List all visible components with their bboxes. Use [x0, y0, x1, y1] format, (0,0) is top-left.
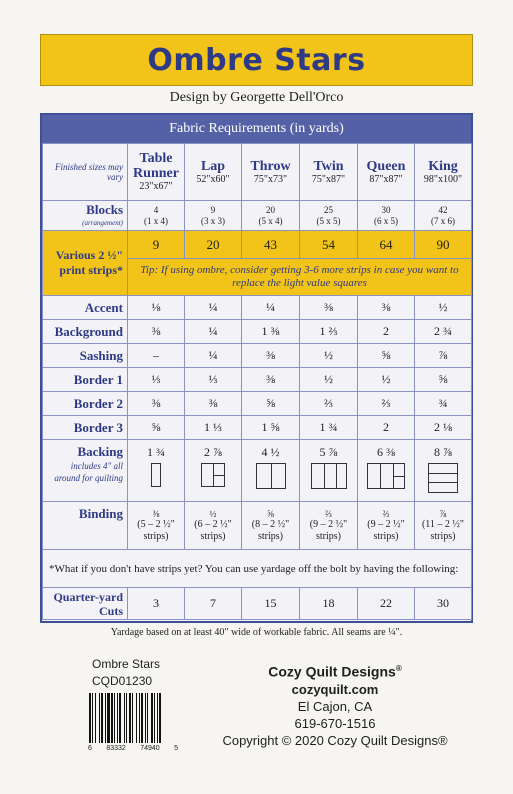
- fabric-label: Border 3: [43, 416, 128, 440]
- block-arrangement: (5 x 5): [316, 215, 341, 226]
- yardage-value: 2 ⅞: [204, 445, 222, 459]
- fabric-row-sashing: [43, 344, 472, 368]
- fabric-label: Accent: [43, 296, 128, 320]
- binding-suffix: strips): [258, 530, 283, 542]
- blocks-label: Blocks: [86, 202, 123, 217]
- yardage-value: 5 ⅞: [319, 445, 338, 459]
- yardage-value: 1 ⅓: [185, 416, 242, 440]
- backing-layout-diagram: [311, 463, 347, 489]
- quarter-yard-count: 15: [242, 588, 300, 620]
- yardage-value: ⅛: [128, 296, 185, 320]
- backing-layout-diagram: [201, 463, 225, 487]
- barcode-image: [88, 693, 178, 743]
- yardage-value: ⅔: [300, 392, 358, 416]
- quarter-yard-count: 7: [185, 588, 242, 620]
- yardage-value: ¼: [185, 344, 242, 368]
- size-cell: [415, 144, 472, 201]
- yardage-value: ⅓: [128, 368, 185, 392]
- strip-count: 20: [185, 231, 242, 259]
- registered-mark: ®: [395, 664, 402, 673]
- fabric-row-border-2: [43, 392, 472, 416]
- yardage-value: 1 ¾: [300, 416, 358, 440]
- binding-suffix: strips): [373, 530, 399, 542]
- barcode-digit-group: 83332: [106, 745, 126, 752]
- yardage-value: ¼: [185, 296, 242, 320]
- panel-header: Fabric Requirements (in yards): [42, 115, 471, 143]
- yardage-value: 8 ⅞: [434, 445, 452, 459]
- yardage-value: ¼: [242, 296, 300, 320]
- size-dims: 75"x73": [253, 173, 288, 185]
- product-info: [92, 656, 160, 690]
- barcode-digit-group: 5: [174, 745, 178, 752]
- quarter-yard-label: Quarter-yard Cuts: [43, 588, 128, 620]
- binding-cell: [242, 502, 300, 550]
- strip-count: 9: [128, 231, 185, 259]
- yardage-note-row: [43, 550, 472, 588]
- size-name: Table Runner: [133, 151, 179, 181]
- block-count: 20: [266, 204, 275, 215]
- yardage-value: 6 ⅜: [377, 445, 395, 459]
- size-cell: [242, 144, 300, 201]
- yardage-value: ⅞: [415, 344, 472, 368]
- yardage-value: –: [128, 344, 185, 368]
- yardage-value: 2 ⅛: [415, 416, 472, 440]
- backing-label: Backing: [77, 444, 123, 459]
- block-count: 30: [381, 204, 391, 215]
- binding-suffix: strips): [143, 530, 169, 542]
- strip-count: 64: [358, 231, 415, 259]
- backing-layout-diagram: [151, 463, 161, 487]
- yardage-note: *What if you don't have strips yet? You can use yardage off the bolt by having the following:: [43, 550, 472, 588]
- binding-cell: [300, 502, 358, 550]
- company-website[interactable]: cozyquilt.com: [291, 681, 379, 697]
- binding-strips: (5 – 2 ½": [137, 518, 175, 530]
- strip-count: 54: [300, 231, 358, 259]
- blocks-cell: [358, 201, 415, 231]
- binding-suffix: strips): [316, 530, 341, 542]
- copyright-notice: Copyright © 2020 Cozy Quilt Designs®: [222, 732, 448, 748]
- backing-layout-diagram: [256, 463, 286, 489]
- yardage-value: 2: [358, 416, 415, 440]
- yardage-value: 2: [358, 320, 415, 344]
- size-cell: [300, 144, 358, 201]
- size-name: Throw: [250, 158, 291, 174]
- yardage-value: ⅜: [358, 296, 415, 320]
- company-name-line: [200, 660, 470, 681]
- fabric-row-accent: [43, 296, 472, 320]
- yardage-value: ¼: [185, 320, 242, 344]
- binding-strips: (9 – 2 ½": [309, 518, 348, 530]
- company-phone: 619-670-1516: [294, 715, 376, 731]
- binding-yardage: ⅜: [152, 508, 160, 519]
- blocks-cell: [128, 201, 185, 231]
- backing-layout-diagram: [428, 463, 458, 493]
- size-dims: 98"x100": [423, 173, 463, 185]
- backing-cell: [185, 440, 242, 502]
- fabric-label: Binding: [43, 502, 128, 550]
- block-count: 25: [324, 204, 333, 215]
- backing-cell: [415, 440, 472, 502]
- quarter-yard-row: [43, 588, 472, 620]
- size-name: Lap: [200, 158, 226, 174]
- yardage-value: ½: [358, 368, 415, 392]
- fabric-row-border-3: [43, 416, 472, 440]
- binding-strips: (11 – 2 ½": [421, 518, 465, 530]
- barcode-digit-group: 74940: [140, 745, 160, 752]
- backing-label-cell: [43, 440, 128, 502]
- block-count: 4: [153, 204, 159, 215]
- requirements-table: [42, 143, 472, 620]
- yardage-value: 1 ⅝: [242, 416, 300, 440]
- backing-row: [43, 440, 472, 502]
- quarter-yard-count: 22: [358, 588, 415, 620]
- yardage-value: ⅜: [185, 392, 242, 416]
- fabric-label: Sashing: [43, 344, 128, 368]
- block-arrangement: (7 x 6): [431, 215, 455, 226]
- size-dims: 23"x67": [139, 181, 173, 192]
- block-count: 42: [438, 204, 448, 215]
- yardage-value: ½: [300, 368, 358, 392]
- blocks-cell: [300, 201, 358, 231]
- quarter-yard-count: 3: [128, 588, 185, 620]
- binding-strips: (6 – 2 ½": [194, 518, 232, 530]
- yardage-value: ⅜: [128, 320, 185, 344]
- block-arrangement: (6 x 5): [374, 215, 398, 226]
- block-arrangement: (5 x 4): [258, 215, 283, 226]
- fabric-label: Border 1: [43, 368, 128, 392]
- binding-cell: [415, 502, 472, 550]
- product-name: Ombre Stars: [92, 657, 161, 671]
- yardage-value: ½: [415, 296, 472, 320]
- backing-note: includes 4" all around for quilting: [54, 461, 123, 483]
- barcode-digits: [88, 745, 178, 752]
- yardage-value: ½: [300, 344, 358, 368]
- various-strips-label: Various 2 ½" print strips*: [43, 231, 128, 296]
- block-count: 9: [210, 204, 216, 215]
- yardage-value: ⅜: [242, 344, 300, 368]
- strip-count: 43: [242, 231, 300, 259]
- designer-byline: Design by Georgette Dell'Orco: [169, 90, 344, 105]
- yardage-value: ⅓: [185, 368, 242, 392]
- binding-yardage: ½: [209, 508, 217, 519]
- yardage-value: 1 ¾: [147, 445, 165, 459]
- backing-cell: [358, 440, 415, 502]
- yardage-value: ⅔: [358, 392, 415, 416]
- backing-cell: [242, 440, 300, 502]
- size-name: Twin: [313, 158, 344, 174]
- fabric-row-background: [43, 320, 472, 344]
- blocks-cell: [185, 201, 242, 231]
- size-cell: [358, 144, 415, 201]
- binding-cell: [185, 502, 242, 550]
- yardage-value: ¾: [415, 392, 472, 416]
- yardage-footnote: Yardage based on at least 40" wide of workable fabric. All seams are ¼".: [110, 627, 403, 638]
- size-dims: 52"x60": [196, 173, 230, 185]
- title-banner: [40, 34, 473, 86]
- yardage-value: 2 ¾: [415, 320, 472, 344]
- pattern-title: Ombre Stars: [147, 42, 366, 78]
- binding-yardage: ⅞: [439, 508, 447, 519]
- size-dims: 87"x87": [369, 173, 403, 185]
- binding-cell: [358, 502, 415, 550]
- binding-strips: (8 – 2 ½": [251, 518, 290, 530]
- yardage-value: 1 ⅔: [300, 320, 358, 344]
- fabric-label: Background: [43, 320, 128, 344]
- sizes-row: [43, 144, 472, 201]
- company-city: El Cajon, CA: [297, 698, 373, 714]
- binding-yardage: ⅝: [267, 508, 274, 519]
- binding-cell: [128, 502, 185, 550]
- company-name: Cozy Quilt Designs: [268, 663, 396, 680]
- block-arrangement: (3 x 3): [201, 215, 225, 226]
- product-code: CQD01230: [92, 674, 153, 688]
- barcode-digit-group: 6: [88, 745, 92, 752]
- blocks-cell: [242, 201, 300, 231]
- backing-cell: [128, 440, 185, 502]
- company-info: [200, 660, 470, 749]
- block-arrangement: (1 x 4): [144, 215, 168, 226]
- size-dims: 75"x87": [311, 173, 346, 185]
- fabric-label: Border 2: [43, 392, 128, 416]
- binding-row: [43, 502, 472, 550]
- binding-yardage: ⅔: [382, 508, 390, 519]
- blocks-sublabel: (arrangement): [82, 219, 123, 227]
- yardage-value: ⅜: [300, 296, 358, 320]
- yardage-value: ⅝: [415, 368, 472, 392]
- size-name: Queen: [366, 158, 406, 174]
- blocks-row: [43, 201, 472, 231]
- quarter-yard-count: 18: [300, 588, 358, 620]
- size-name: King: [428, 158, 458, 174]
- yardage-value: ⅜: [128, 392, 185, 416]
- yardage-value: ⅝: [242, 392, 300, 416]
- binding-yardage: ⅔: [325, 508, 332, 519]
- size-cell: [185, 144, 242, 201]
- ombre-tip: Tip: If using ombre, consider getting 3-6 more strips in case you want to replace the light value squares: [128, 259, 472, 296]
- blocks-cell: [415, 201, 472, 231]
- yardage-value: ⅝: [128, 416, 185, 440]
- finished-sizes-label: Finished sizes may vary: [43, 144, 128, 201]
- backing-layout-diagram: [367, 463, 405, 489]
- blocks-label-cell: [43, 201, 128, 231]
- yardage-value: ⅜: [242, 368, 300, 392]
- fabric-requirements-panel: [40, 113, 473, 623]
- strip-count: 90: [415, 231, 472, 259]
- fabric-row-border-1: [43, 368, 472, 392]
- quarter-yard-count: 30: [415, 588, 472, 620]
- yardage-value: ⅝: [358, 344, 415, 368]
- size-cell: [128, 144, 185, 201]
- various-strips-row: [43, 231, 472, 259]
- backing-cell: [300, 440, 358, 502]
- yardage-value: 4 ½: [261, 445, 280, 459]
- binding-suffix: strips): [430, 530, 456, 542]
- binding-suffix: strips): [200, 530, 226, 542]
- binding-strips: (9 – 2 ½": [367, 518, 405, 530]
- yardage-value: 1 ⅜: [242, 320, 300, 344]
